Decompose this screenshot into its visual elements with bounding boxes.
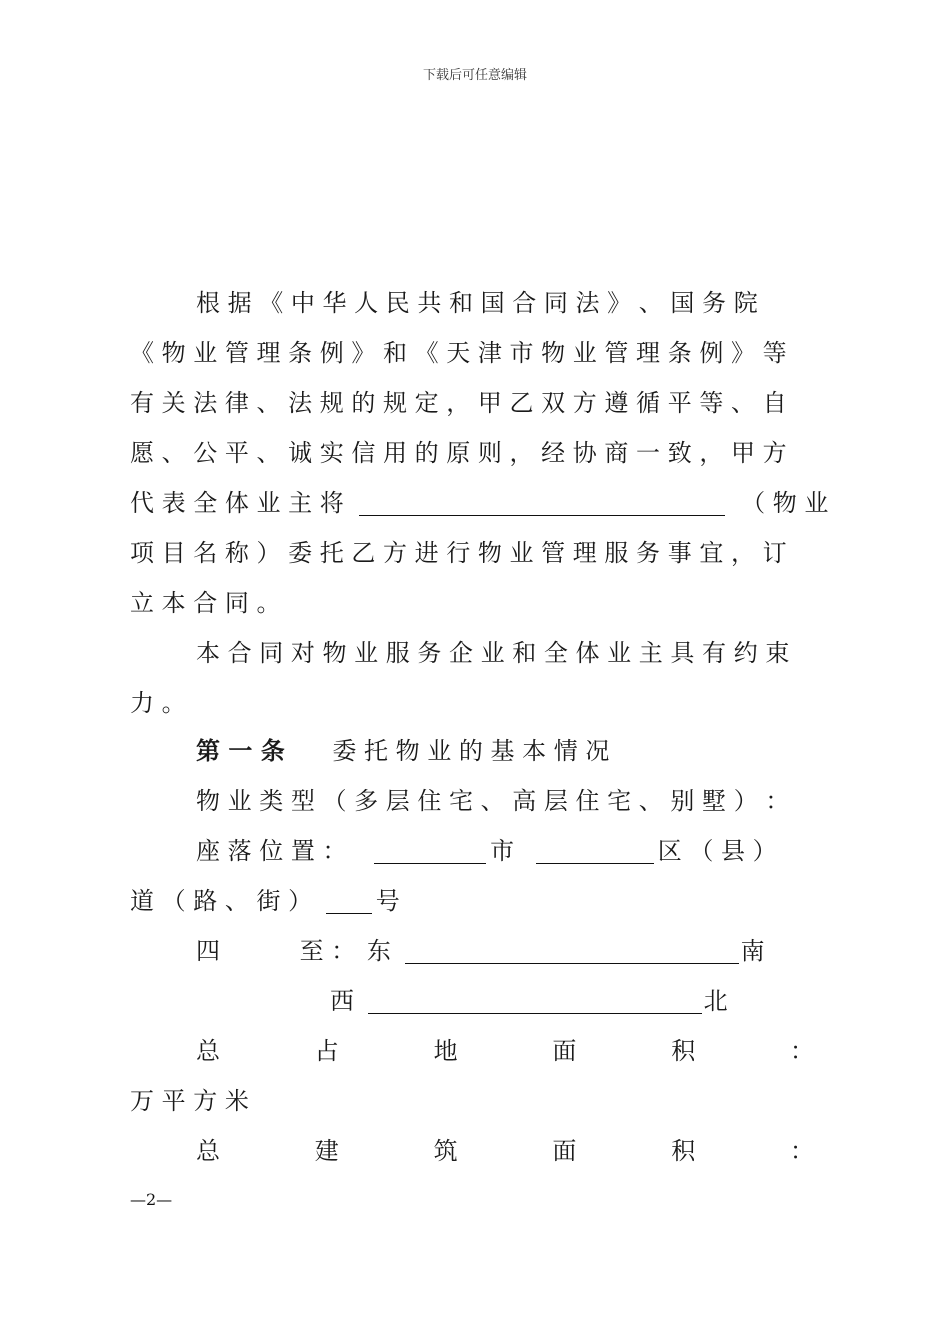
building-area-char: 积: [671, 1137, 696, 1165]
east-label: 东: [366, 937, 391, 965]
district-blank: [536, 841, 654, 864]
paragraph1-line7: 立 本 合 同 。: [130, 589, 281, 617]
city-blank: [374, 841, 486, 864]
district-label: 区 （ 县 ）: [657, 837, 777, 865]
building-area-char: 建: [314, 1137, 339, 1165]
land-area-char: 占: [314, 1037, 339, 1065]
paragraph1-line5-before: 代 表 全 体 业 主 将: [130, 489, 344, 517]
building-area-char: 总: [196, 1137, 220, 1165]
location-line: [196, 836, 777, 866]
road-line: [130, 886, 400, 916]
property-type-line: 物 业 类 型 （ 多 层 住 宅 、 高 层 住 宅 、 别 墅 ） ：: [196, 787, 790, 815]
land-area-char: ：: [789, 1037, 814, 1065]
boundary-label-2: 至 ：: [299, 937, 356, 965]
boundary-line-1: [196, 936, 765, 966]
paragraph1-line3: 有 关 法 律 、 法 规 的 规 定 ， 甲 乙 双 方 遵 循 平 等 、 自: [130, 389, 787, 417]
paragraph1-line5-after: （ 物 业: [741, 489, 829, 517]
property-name-blank: [359, 493, 725, 516]
south-label: 南: [740, 937, 765, 965]
paragraph1-line1: 根 据 《 中 华 人 民 共 和 国 合 同 法 》 、 国 务 院: [196, 289, 758, 317]
land-area-char: 积: [671, 1037, 696, 1065]
number-label: 号: [375, 887, 400, 915]
boundary-line-2: [330, 986, 728, 1016]
location-label: 座 落 位 置 ：: [196, 837, 347, 865]
land-area-char: 总: [196, 1037, 220, 1065]
header-note: 下载后可任意编辑: [422, 68, 527, 83]
article1-heading: [196, 736, 609, 766]
paragraph1-line5: [130, 488, 828, 518]
paragraph2-line2: 力 。: [130, 689, 186, 717]
north-label: 北: [703, 987, 728, 1015]
road-number-blank: [326, 891, 372, 914]
land-area-unit: 万 平 方 米: [130, 1087, 249, 1115]
land-area-char: 面: [552, 1037, 577, 1065]
east-blank: [405, 941, 739, 964]
paragraph2-line1: 本 合 同 对 物 业 服 务 企 业 和 全 体 业 主 具 有 约 束: [196, 639, 790, 667]
article1-number: 第 一 条: [196, 736, 285, 765]
road-label: 道 （ 路 、 街 ）: [130, 887, 313, 915]
land-area-line: [196, 1036, 814, 1066]
west-blank: [368, 991, 702, 1014]
paragraph1-line6: 项 目 名 称 ） 委 托 乙 方 进 行 物 业 管 理 服 务 事 宜 ， 订: [130, 539, 787, 567]
city-label: 市: [490, 837, 515, 865]
west-label: 西: [330, 987, 354, 1015]
boundary-label-1: 四: [196, 937, 220, 965]
paragraph1-line4: 愿 、 公 平 、 诚 实 信 用 的 原 则 ， 经 协 商 一 致 ， 甲 方: [130, 439, 787, 467]
land-area-char: 地: [433, 1037, 458, 1065]
page-number: —2—: [130, 1190, 173, 1209]
building-area-char: ：: [789, 1137, 814, 1165]
building-area-line: [196, 1136, 814, 1166]
building-area-char: 筑: [433, 1137, 458, 1165]
paragraph1-line2: 《 物 业 管 理 条 例 》 和 《 天 津 市 物 业 管 理 条 例 》 等: [130, 339, 787, 367]
building-area-char: 面: [552, 1137, 577, 1165]
article1-title: 委 托 物 业 的 基 本 情 况: [332, 737, 610, 765]
